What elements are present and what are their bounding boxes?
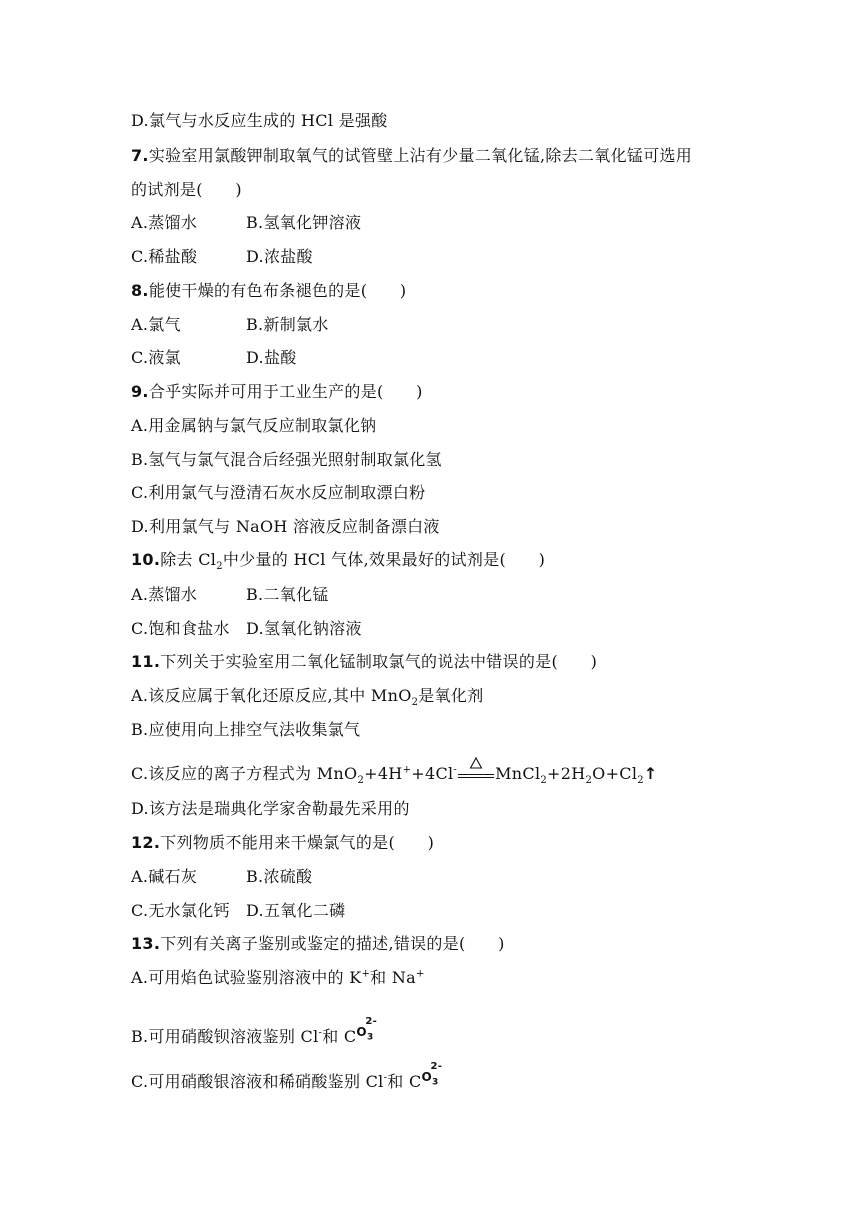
q11-option-d: D.该方法是瑞典化学家舍勒最先采用的	[131, 799, 410, 818]
question-11: 11.下列关于实验室用二氧化锰制取氯气的说法中错误的是( )	[131, 652, 598, 671]
q10-options-ab: A.蒸馏水 B.二氧化锰	[131, 585, 329, 604]
gas-arrow-icon: ↑	[643, 764, 658, 783]
q11-option-a: A.该反应属于氧化还原反应,其中 MnO$_2$是氧化剂	[131, 686, 484, 709]
q13-option-b: B.可用硝酸钡溶液鉴别 Cl-和 C 2- $O_3$	[131, 1016, 386, 1047]
question-9: 9.合乎实际并可用于工业生产的是( )	[131, 382, 423, 401]
q8-options-cd: C.液氯 D.盐酸	[131, 348, 297, 367]
q11-option-c: C.该反应的离子方程式为 MnO$_2$+4H++4Cl- $MnCl_2+2H_2O+Cl_2↑$	[131, 764, 658, 784]
q9-option-a: A.用金属钠与氯气反应制取氯化钠	[131, 416, 377, 435]
q8-options-ab: A.氯气 B.新制氯水	[131, 315, 329, 334]
q9-option-d: D.利用氯气与 NaOH 溶液反应制备漂白液	[131, 517, 440, 536]
q11-option-b: B.应使用向上排空气法收集氯气	[131, 720, 361, 739]
question-number: 13.	[131, 934, 161, 953]
heating-equals-sign	[457, 768, 495, 782]
question-7-cont: 的试剂是( )	[131, 180, 242, 199]
q12-options-ab: A.碱石灰 B.浓硫酸	[131, 867, 313, 886]
question-number: 10.	[131, 550, 161, 569]
q12-options-cd: C.无水氯化钙 D.五氧化二磷	[131, 901, 346, 920]
question-number: 7.	[131, 146, 149, 165]
q13-option-a: A.可用焰色试验鉴别溶液中的 K+和 Na+	[131, 968, 425, 987]
question-12: 12.下列物质不能用来干燥氯气的是( )	[131, 833, 435, 852]
question-number: 11.	[131, 652, 161, 671]
q7-options-ab: A.蒸馏水 B.氢氧化钾溶液	[131, 213, 362, 232]
question-13: 13.下列有关离子鉴别或鉴定的描述,错误的是( )	[131, 934, 505, 953]
q10-options-cd: C.饱和食盐水 D.氢氧化钠溶液	[131, 619, 362, 638]
question-10: 10.除去 $Cl_2$中少量的 HCl 气体,效果最好的试剂是( )	[131, 550, 546, 573]
heat-triangle-icon	[469, 756, 483, 770]
q9-option-b: B.氢气与氯气混合后经强光照射制取氯化氢	[131, 450, 442, 469]
question-number: 8.	[131, 281, 149, 300]
q13-option-c: C.可用硝酸银溶液和稀硝酸鉴别 Cl-和 C 2- $O_3$	[131, 1061, 452, 1092]
question-7: 7.实验室用氯酸钾制取氧气的试管壁上沾有少量二氧化锰,除去二氧化锰可选用	[131, 146, 693, 165]
q7-options-cd: C.稀盐酸 D.浓盐酸	[131, 247, 313, 266]
q9-option-c: C.利用氯气与澄清石灰水反应制取漂白粉	[131, 483, 426, 502]
question-number: 12.	[131, 833, 161, 852]
carbonate-formula: 2- $O_3$	[356, 1016, 378, 1043]
carbonate-formula: 2- $O_3$	[421, 1061, 443, 1088]
q6-option-d: D.氯气与水反应生成的 HCl 是强酸	[131, 111, 388, 130]
question-number: 9.	[131, 382, 149, 401]
question-8: 8.能使干燥的有色布条褪色的是( )	[131, 281, 407, 300]
